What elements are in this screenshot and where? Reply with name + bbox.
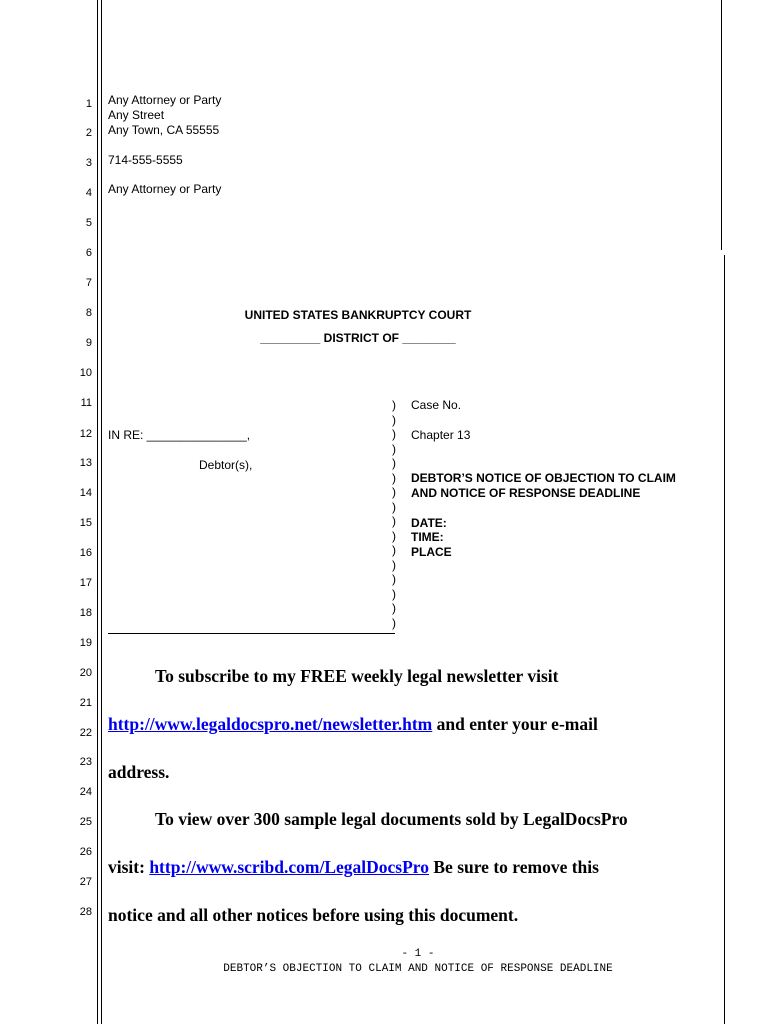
samples-prefix: visit: <box>108 857 150 877</box>
line-number: 5 <box>85 217 92 229</box>
newsletter-paragraph-line2 <box>108 714 598 734</box>
line-number: 21 <box>79 697 92 709</box>
debtors-label: Debtor(s), <box>199 458 253 472</box>
line-number: 17 <box>79 577 92 589</box>
case-number-label: Case No. <box>411 398 462 412</box>
document-title-line1: DEBTOR’S NOTICE OF OBJECTION TO CLAIM <box>411 471 676 485</box>
line-number: 16 <box>79 547 92 559</box>
line-number: 8 <box>85 307 92 319</box>
hearing-time-label: TIME: <box>411 530 444 544</box>
line-number: 11 <box>80 397 92 409</box>
court-district: _________ DISTRICT OF ________ <box>260 331 456 345</box>
right-margin-rule-bottom <box>724 255 725 1024</box>
attorney-city: Any Town, CA 55555 <box>108 123 220 137</box>
line-number: 22 <box>79 727 92 739</box>
line-number: 10 <box>79 367 92 379</box>
line-number: 2 <box>85 127 92 139</box>
line-number: 23 <box>79 756 92 768</box>
samples-paragraph-line2 <box>108 857 599 877</box>
hearing-date-label: DATE: <box>411 516 447 530</box>
line-number: 12 <box>79 428 92 440</box>
in-re-line: IN RE: _______________, <box>108 428 251 442</box>
samples-paragraph-line3: notice and all other notices before using this document. <box>108 905 519 925</box>
line-number: 27 <box>79 876 92 888</box>
line-number: 4 <box>85 187 92 199</box>
line-number: 28 <box>79 906 92 918</box>
line-number: 3 <box>85 157 92 169</box>
newsletter-link[interactable]: http://www.legaldocspro.net/newsletter.htm <box>108 714 433 734</box>
page-number: - 1 - <box>401 948 435 960</box>
line-number: 6 <box>85 247 92 259</box>
line-number: 9 <box>85 337 92 349</box>
attorney-street: Any Street <box>108 108 165 122</box>
caption-parentheses: ) ) ) ) ) ) ) ) ) ) ) ) ) ) ) ) <box>392 398 396 630</box>
document-title-line2: AND NOTICE OF RESPONSE DEADLINE <box>411 486 641 500</box>
line-number: 26 <box>79 846 92 858</box>
samples-link-suffix: Be sure to remove this <box>429 857 599 877</box>
newsletter-link-suffix: and enter your e-mail <box>432 714 598 734</box>
chapter-label: Chapter 13 <box>411 428 471 442</box>
court-name: UNITED STATES BANKRUPTCY COURT <box>244 308 472 322</box>
line-number: 24 <box>79 786 92 798</box>
attorney-name: Any Attorney or Party <box>108 93 222 107</box>
footer-title: DEBTOR’S OBJECTION TO CLAIM AND NOTICE OF RESPONSE DEADLINE <box>223 963 613 975</box>
newsletter-paragraph-line3: address. <box>108 762 170 782</box>
hearing-place-label: PLACE <box>411 545 452 559</box>
right-margin-rule-top <box>721 0 722 250</box>
samples-paragraph-line1: To view over 300 sample legal documents sold by LegalDocsPro <box>155 809 628 829</box>
line-number: 20 <box>79 667 92 679</box>
line-number: 1 <box>85 98 92 110</box>
left-margin-rule-inner <box>101 0 102 1024</box>
line-number: 15 <box>79 517 92 529</box>
line-number: 7 <box>85 277 92 289</box>
line-number: 14 <box>79 487 92 499</box>
line-number: 25 <box>79 816 92 828</box>
line-number: 18 <box>79 607 92 619</box>
attorney-for: Any Attorney or Party <box>108 182 222 196</box>
attorney-phone: 714-555-5555 <box>108 153 183 167</box>
caption-underline <box>108 633 395 634</box>
left-margin-rule-outer <box>97 0 98 1024</box>
newsletter-paragraph-line1: To subscribe to my FREE weekly legal newsletter visit <box>155 666 559 686</box>
line-number: 13 <box>79 457 92 469</box>
scribd-link[interactable]: http://www.scribd.com/LegalDocsPro <box>149 857 429 877</box>
line-number: 19 <box>79 637 92 649</box>
